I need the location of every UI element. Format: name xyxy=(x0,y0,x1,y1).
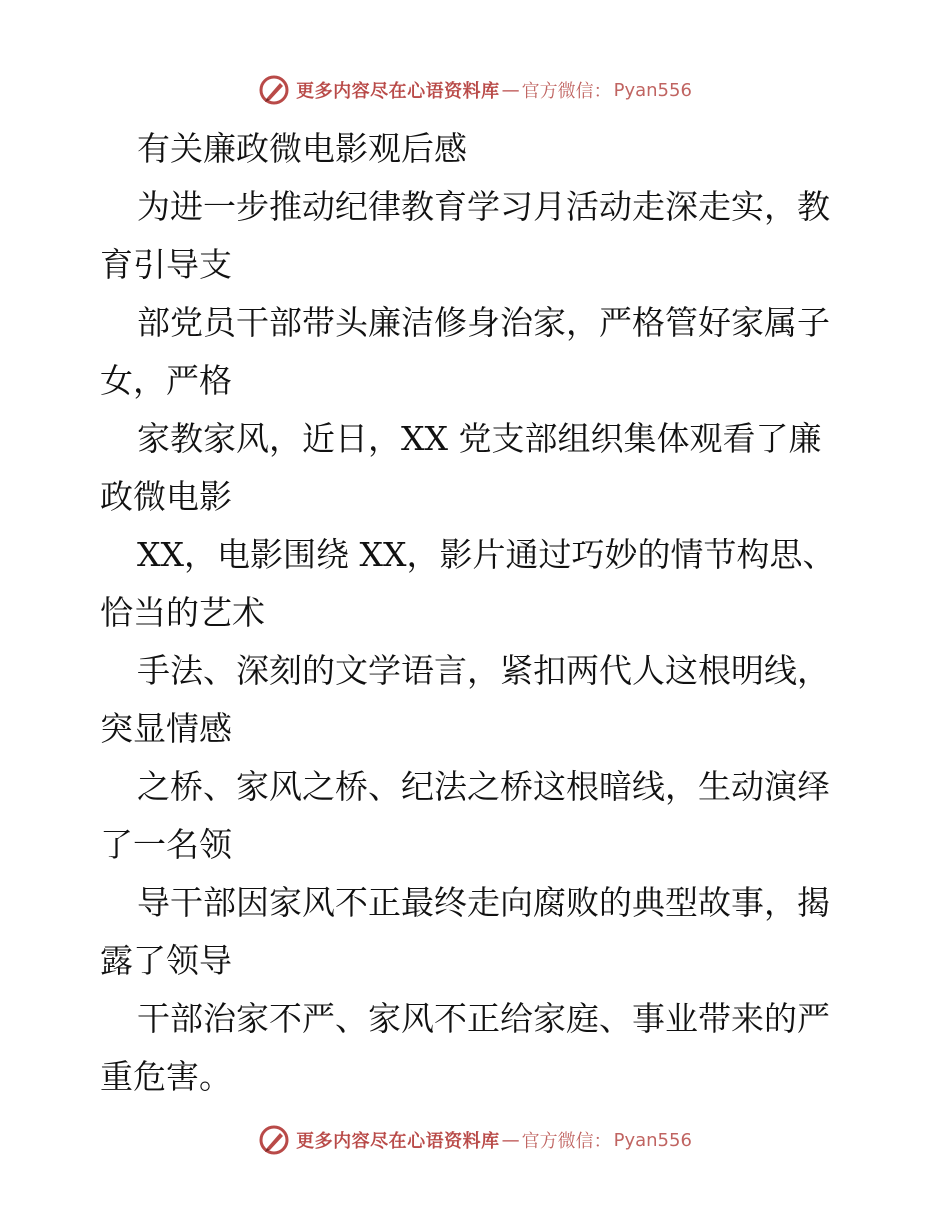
paragraph-line: 手法、深刻的文学语言，紧扣两代人这根明线， xyxy=(137,651,830,690)
paragraph-line: 政微电影 xyxy=(100,477,232,516)
paragraph-line: 重危害。 xyxy=(100,1057,232,1096)
watermark-wechat-id: Pyan556 xyxy=(613,1129,692,1151)
paragraph-line: 家教家风，近日，XX 党支部组织集体观看了廉 xyxy=(137,419,822,458)
watermark-brand: 更多内容尽在心语资料库 xyxy=(296,1131,500,1152)
paragraph-line: 恰当的艺术 xyxy=(100,593,265,632)
watermark-label: 官方微信： xyxy=(521,81,612,102)
header-watermark xyxy=(0,70,950,110)
paragraph-line: 之桥、家风之桥、纪法之桥这根暗线，生动演绎 xyxy=(137,767,830,806)
paragraph-line: 育引导支 xyxy=(100,245,232,284)
watermark-label: 官方微信： xyxy=(521,1131,612,1152)
watermark-separator: — xyxy=(501,1129,520,1151)
paragraph-line: 部党员干部带头廉洁修身治家，严格管好家属子 xyxy=(137,303,830,342)
footer-watermark xyxy=(0,1120,950,1160)
document-title: 有关廉政微电影观后感 xyxy=(137,129,467,168)
watermark-separator: — xyxy=(501,79,520,101)
paragraph-line: 导干部因家风不正最终走向腐败的典型故事，揭 xyxy=(137,883,830,922)
paragraph-line: 突显情感 xyxy=(100,709,232,748)
document-lines xyxy=(100,178,860,1106)
paragraph-line: 为进一步推动纪律教育学习月活动走深走实，教 xyxy=(137,187,830,226)
paragraph-line: 露了领导 xyxy=(100,941,232,980)
document-body xyxy=(100,120,860,1106)
paragraph-line: XX，电影围绕 XX，影片通过巧妙的情节构思、 xyxy=(137,535,836,574)
watermark-wechat-id: Pyan556 xyxy=(613,79,692,101)
paragraph-line: 干部治家不严、家风不正给家庭、事业带来的严 xyxy=(137,999,830,1038)
paragraph-line: 了一名领 xyxy=(100,825,232,864)
watermark-brand: 更多内容尽在心语资料库 xyxy=(296,81,500,102)
pen-logo-icon xyxy=(258,74,290,106)
paragraph-line: 女，严格 xyxy=(100,361,232,400)
pen-logo-icon xyxy=(258,1124,290,1156)
